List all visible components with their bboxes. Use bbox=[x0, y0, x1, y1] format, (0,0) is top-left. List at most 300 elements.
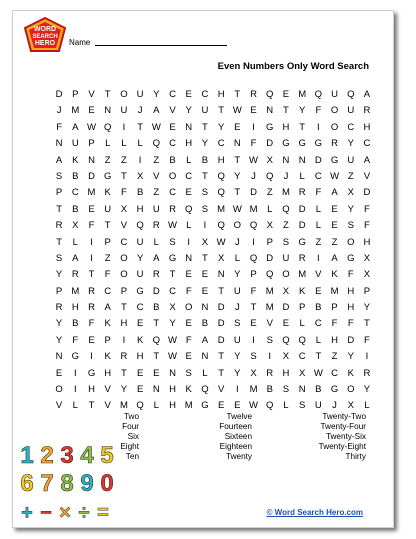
grid-letter[interactable]: R bbox=[331, 138, 338, 150]
grid-letter[interactable]: P bbox=[88, 138, 95, 150]
grid-letter[interactable]: I bbox=[365, 351, 369, 363]
grid-letter[interactable]: W bbox=[232, 203, 242, 215]
grid-letter[interactable]: D bbox=[347, 334, 355, 346]
grid-letter[interactable]: I bbox=[236, 384, 239, 396]
grid-letter[interactable]: V bbox=[315, 269, 322, 281]
grid-letter[interactable]: L bbox=[186, 220, 192, 232]
grid-letter[interactable]: E bbox=[201, 285, 209, 297]
grid-letter[interactable]: L bbox=[121, 138, 127, 150]
grid-letter[interactable]: N bbox=[217, 269, 225, 281]
grid-letter[interactable]: O bbox=[347, 384, 355, 396]
grid-letter[interactable]: V bbox=[217, 384, 225, 396]
grid-letter[interactable]: Q bbox=[217, 170, 225, 182]
grid-letter[interactable]: C bbox=[331, 367, 338, 379]
grid-letter[interactable]: X bbox=[120, 203, 128, 215]
grid-letter[interactable]: I bbox=[187, 236, 191, 248]
grid-letter[interactable]: B bbox=[315, 384, 322, 396]
grid-letter[interactable]: E bbox=[136, 318, 144, 330]
grid-letter[interactable]: R bbox=[298, 187, 306, 199]
grid-letter[interactable]: Q bbox=[314, 89, 323, 100]
grid-letter[interactable]: X bbox=[136, 170, 144, 182]
grid-letter[interactable]: P bbox=[104, 334, 111, 346]
grid-letter[interactable]: H bbox=[217, 89, 225, 100]
grid-letter[interactable]: X bbox=[298, 367, 306, 379]
grid-letter[interactable]: G bbox=[298, 138, 306, 150]
grid-letter[interactable]: T bbox=[364, 318, 370, 330]
name-field-line[interactable] bbox=[95, 45, 227, 46]
grid-letter[interactable]: P bbox=[120, 285, 128, 297]
grid-letter[interactable]: D bbox=[266, 252, 274, 264]
grid-letter[interactable]: N bbox=[55, 351, 63, 363]
grid-letter[interactable]: O bbox=[330, 121, 339, 133]
grid-letter[interactable]: H bbox=[169, 384, 176, 396]
grid-letter[interactable]: N bbox=[104, 105, 112, 117]
grid-letter[interactable]: W bbox=[168, 351, 177, 363]
grid-letter[interactable]: U bbox=[233, 285, 241, 297]
grid-letter[interactable]: A bbox=[153, 252, 160, 264]
grid-letter[interactable]: S bbox=[55, 252, 63, 264]
grid-letter[interactable]: Z bbox=[331, 236, 338, 248]
grid-letter[interactable]: Y bbox=[136, 252, 144, 264]
grid-letter[interactable]: G bbox=[330, 384, 339, 396]
grid-letter[interactable]: P bbox=[55, 285, 63, 297]
grid-letter[interactable]: P bbox=[104, 236, 111, 248]
grid-letter[interactable]: S bbox=[185, 367, 192, 379]
grid-letter[interactable]: I bbox=[73, 367, 77, 379]
grid-letter[interactable]: R bbox=[363, 367, 371, 379]
grid-letter[interactable]: D bbox=[217, 318, 225, 330]
grid-letter[interactable]: Q bbox=[249, 220, 258, 232]
grid-letter[interactable]: F bbox=[364, 334, 370, 346]
grid-letter[interactable]: E bbox=[88, 105, 95, 117]
grid-letter[interactable]: Q bbox=[185, 203, 193, 215]
grid-letter[interactable]: P bbox=[266, 236, 273, 248]
grid-letter[interactable]: N bbox=[233, 138, 241, 150]
grid-letter[interactable]: N bbox=[185, 121, 193, 133]
grid-letter[interactable]: E bbox=[185, 269, 192, 281]
grid-letter[interactable]: C bbox=[363, 138, 371, 150]
grid-letter[interactable]: A bbox=[72, 252, 79, 264]
grid-letter[interactable]: Q bbox=[201, 384, 209, 396]
grid-letter[interactable]: G bbox=[330, 154, 339, 166]
grid-letter[interactable]: I bbox=[90, 351, 93, 363]
grid-letter[interactable]: T bbox=[218, 285, 225, 297]
grid-letter[interactable]: L bbox=[299, 170, 305, 182]
grid-letter[interactable]: Y bbox=[363, 302, 371, 314]
grid-letter[interactable]: N bbox=[201, 351, 209, 363]
grid-letter[interactable]: K bbox=[104, 351, 111, 363]
grid-letter[interactable]: D bbox=[266, 138, 274, 150]
grid-letter[interactable]: C bbox=[185, 170, 193, 182]
grid-letter[interactable]: I bbox=[73, 384, 77, 396]
grid-letter[interactable]: H bbox=[217, 154, 225, 166]
grid-letter[interactable]: E bbox=[234, 400, 241, 412]
grid-letter[interactable]: I bbox=[122, 334, 126, 346]
grid-letter[interactable]: Y bbox=[234, 367, 241, 379]
grid-letter[interactable]: G bbox=[282, 138, 290, 150]
grid-letter[interactable]: A bbox=[72, 121, 79, 133]
grid-letter[interactable]: D bbox=[217, 334, 225, 346]
grid-letter[interactable]: Z bbox=[331, 351, 338, 363]
grid-letter[interactable]: P bbox=[298, 302, 306, 314]
grid-letter[interactable]: V bbox=[363, 170, 371, 182]
grid-letter[interactable]: T bbox=[202, 121, 208, 133]
grid-letter[interactable]: T bbox=[202, 170, 208, 182]
grid-letter[interactable]: H bbox=[88, 384, 95, 396]
grid-letter[interactable]: U bbox=[314, 400, 322, 412]
grid-letter[interactable]: Y bbox=[217, 121, 225, 133]
grid-letter[interactable]: O bbox=[347, 236, 355, 248]
grid-letter[interactable]: B bbox=[169, 154, 176, 166]
grid-letter[interactable]: B bbox=[72, 170, 79, 182]
grid-letter[interactable]: M bbox=[281, 187, 290, 199]
grid-letter[interactable]: T bbox=[218, 351, 225, 363]
grid-letter[interactable]: B bbox=[136, 187, 144, 199]
grid-letter[interactable]: X bbox=[169, 302, 176, 314]
grid-letter[interactable]: L bbox=[299, 318, 305, 330]
grid-letter[interactable]: A bbox=[153, 105, 160, 117]
grid-letter[interactable]: F bbox=[331, 318, 338, 330]
grid-letter[interactable]: C bbox=[347, 121, 355, 133]
grid-letter[interactable]: Y bbox=[234, 269, 241, 281]
grid-letter[interactable]: I bbox=[252, 334, 255, 346]
grid-letter[interactable]: O bbox=[168, 170, 177, 182]
grid-letter[interactable]: S bbox=[201, 203, 209, 215]
grid-letter[interactable]: F bbox=[364, 203, 370, 215]
grid-letter[interactable]: W bbox=[330, 170, 340, 182]
grid-letter[interactable]: K bbox=[185, 384, 192, 396]
grid-letter[interactable]: F bbox=[364, 220, 370, 232]
grid-letter[interactable]: Y bbox=[234, 170, 241, 182]
grid-letter[interactable]: L bbox=[364, 400, 370, 412]
grid-letter[interactable]: T bbox=[88, 269, 95, 281]
grid-letter[interactable]: L bbox=[267, 203, 273, 215]
grid-letter[interactable]: F bbox=[104, 269, 111, 281]
grid-letter[interactable]: B bbox=[72, 203, 79, 215]
grid-letter[interactable]: E bbox=[282, 89, 290, 100]
grid-letter[interactable]: Y bbox=[55, 334, 63, 346]
grid-letter[interactable]: S bbox=[266, 334, 273, 346]
grid-letter[interactable]: K bbox=[104, 318, 111, 330]
grid-letter[interactable]: D bbox=[250, 187, 257, 199]
grid-letter[interactable]: T bbox=[202, 252, 208, 264]
grid-letter[interactable]: X bbox=[363, 252, 371, 264]
grid-letter[interactable]: H bbox=[282, 121, 290, 133]
grid-letter[interactable]: L bbox=[105, 138, 111, 150]
grid-letter[interactable]: C bbox=[71, 187, 79, 199]
grid-letter[interactable]: R bbox=[55, 302, 63, 314]
grid-letter[interactable]: U bbox=[152, 203, 160, 215]
grid-letter[interactable]: F bbox=[250, 138, 257, 150]
grid-letter[interactable]: L bbox=[153, 236, 159, 248]
grid-letter[interactable]: M bbox=[184, 400, 193, 412]
grid-letter[interactable]: S bbox=[234, 318, 241, 330]
grid-letter[interactable]: T bbox=[234, 89, 241, 100]
grid-letter[interactable]: L bbox=[283, 400, 289, 412]
grid-letter[interactable]: D bbox=[298, 220, 306, 232]
grid-letter[interactable]: R bbox=[55, 220, 63, 232]
grid-letter[interactable]: H bbox=[136, 351, 144, 363]
grid-letter[interactable]: T bbox=[121, 170, 127, 182]
grid-letter[interactable]: A bbox=[363, 154, 371, 166]
grid-letter[interactable]: X bbox=[266, 220, 273, 232]
grid-letter[interactable]: T bbox=[299, 121, 306, 133]
grid-letter[interactable]: B bbox=[201, 154, 209, 166]
grid-letter[interactable]: X bbox=[282, 351, 290, 363]
grid-letter[interactable]: F bbox=[185, 334, 192, 346]
grid-letter[interactable]: L bbox=[186, 154, 192, 166]
grid-letter[interactable]: L bbox=[137, 138, 143, 150]
grid-letter[interactable]: W bbox=[313, 367, 323, 379]
grid-letter[interactable]: M bbox=[71, 285, 80, 297]
grid-letter[interactable]: E bbox=[136, 384, 144, 396]
grid-letter[interactable]: M bbox=[265, 285, 274, 297]
grid-letter[interactable]: F bbox=[72, 334, 79, 346]
grid-letter[interactable]: C bbox=[217, 138, 225, 150]
grid-letter[interactable]: Y bbox=[347, 351, 354, 363]
grid-letter[interactable]: Q bbox=[282, 334, 290, 346]
grid-letter[interactable]: L bbox=[315, 334, 321, 346]
grid-letter[interactable]: D bbox=[363, 187, 371, 199]
grid-letter[interactable]: U bbox=[71, 138, 79, 150]
grid-letter[interactable]: I bbox=[138, 154, 142, 166]
grid-letter[interactable]: K bbox=[331, 269, 338, 281]
grid-letter[interactable]: N bbox=[88, 154, 95, 166]
grid-letter[interactable]: I bbox=[203, 220, 207, 232]
grid-letter[interactable]: T bbox=[104, 220, 111, 232]
grid-letter[interactable]: D bbox=[314, 154, 322, 166]
grid-letter[interactable]: E bbox=[234, 121, 241, 133]
grid-letter[interactable]: G bbox=[314, 138, 323, 150]
grid-letter[interactable]: T bbox=[250, 302, 257, 314]
grid-letter[interactable]: E bbox=[282, 318, 290, 330]
grid-letter[interactable]: X bbox=[363, 269, 371, 281]
grid-letter[interactable]: T bbox=[104, 89, 111, 100]
grid-letter[interactable]: H bbox=[71, 302, 79, 314]
grid-letter[interactable]: N bbox=[152, 384, 160, 396]
grid-letter[interactable]: E bbox=[153, 367, 160, 379]
grid-letter[interactable]: O bbox=[55, 384, 63, 396]
grid-letter[interactable]: L bbox=[315, 203, 321, 215]
copyright-link[interactable]: © Word Search Hero.com bbox=[266, 508, 363, 517]
grid-letter[interactable]: V bbox=[120, 220, 128, 232]
grid-letter[interactable]: L bbox=[315, 220, 321, 232]
grid-letter[interactable]: P bbox=[72, 89, 79, 100]
grid-letter[interactable]: D bbox=[152, 285, 160, 297]
grid-letter[interactable]: M bbox=[87, 187, 96, 199]
grid-letter[interactable]: I bbox=[317, 121, 320, 133]
grid-letter[interactable]: S bbox=[282, 236, 290, 248]
grid-letter[interactable]: J bbox=[56, 105, 62, 117]
grid-letter[interactable]: M bbox=[330, 285, 339, 297]
grid-letter[interactable]: E bbox=[88, 334, 95, 346]
grid-letter[interactable]: H bbox=[120, 318, 128, 330]
grid-letter[interactable]: M bbox=[249, 203, 258, 215]
grid-letter[interactable]: Y bbox=[55, 318, 63, 330]
grid-letter[interactable]: C bbox=[201, 89, 209, 100]
grid-letter[interactable]: O bbox=[185, 302, 193, 314]
grid-letter[interactable]: U bbox=[120, 105, 128, 117]
grid-letter[interactable]: I bbox=[252, 121, 255, 133]
grid-letter[interactable]: X bbox=[217, 252, 225, 264]
grid-letter[interactable]: E bbox=[201, 269, 209, 281]
grid-letter[interactable]: R bbox=[169, 203, 176, 215]
grid-letter[interactable]: S bbox=[169, 236, 176, 248]
grid-letter[interactable]: W bbox=[168, 220, 177, 232]
grid-letter[interactable]: U bbox=[136, 236, 144, 248]
grid-letter[interactable]: Q bbox=[217, 220, 225, 232]
grid-letter[interactable]: U bbox=[201, 105, 209, 117]
grid-letter[interactable]: H bbox=[104, 367, 112, 379]
grid-letter[interactable]: D bbox=[217, 302, 225, 314]
grid-letter[interactable]: C bbox=[136, 302, 144, 314]
grid-letter[interactable]: T bbox=[121, 302, 127, 314]
grid-letter[interactable]: H bbox=[347, 302, 355, 314]
grid-letter[interactable]: X bbox=[201, 236, 209, 248]
grid-letter[interactable]: J bbox=[283, 170, 289, 182]
grid-letter[interactable]: Y bbox=[363, 384, 371, 396]
grid-letter[interactable]: Q bbox=[152, 138, 161, 150]
grid-letter[interactable]: G bbox=[298, 236, 306, 248]
grid-letter[interactable]: Z bbox=[121, 154, 127, 166]
grid-letter[interactable]: B bbox=[315, 302, 322, 314]
grid-letter[interactable]: G bbox=[347, 252, 355, 264]
grid-letter[interactable]: Z bbox=[315, 236, 322, 248]
grid-letter[interactable]: F bbox=[185, 285, 192, 297]
grid-letter[interactable]: S bbox=[347, 220, 354, 232]
grid-letter[interactable]: L bbox=[72, 236, 78, 248]
grid-letter[interactable]: Q bbox=[217, 187, 225, 199]
grid-letter[interactable]: I bbox=[90, 252, 93, 264]
grid-letter[interactable]: Y bbox=[169, 318, 176, 330]
grid-letter[interactable]: D bbox=[298, 203, 306, 215]
grid-letter[interactable]: X bbox=[266, 154, 273, 166]
grid-letter[interactable]: V bbox=[104, 400, 111, 412]
grid-letter[interactable]: J bbox=[137, 105, 143, 117]
grid-letter[interactable]: G bbox=[266, 121, 274, 133]
grid-letter[interactable]: Y bbox=[347, 203, 354, 215]
grid-letter[interactable]: Q bbox=[136, 220, 144, 232]
grid-letter[interactable]: S bbox=[201, 187, 209, 199]
grid-letter[interactable]: T bbox=[218, 105, 225, 117]
grid-letter[interactable]: U bbox=[347, 105, 355, 117]
grid-letter[interactable]: E bbox=[136, 367, 144, 379]
grid-letter[interactable]: A bbox=[201, 334, 209, 346]
grid-letter[interactable]: Y bbox=[120, 384, 128, 396]
grid-letter[interactable]: V bbox=[153, 170, 160, 182]
grid-letter[interactable]: V bbox=[88, 89, 95, 100]
grid-letter[interactable]: O bbox=[120, 269, 128, 281]
grid-letter[interactable]: B bbox=[153, 302, 160, 314]
grid-letter[interactable]: T bbox=[218, 367, 225, 379]
grid-letter[interactable]: N bbox=[201, 302, 209, 314]
grid-letter[interactable]: Z bbox=[347, 170, 354, 182]
grid-letter[interactable]: A bbox=[331, 252, 338, 264]
grid-letter[interactable]: Q bbox=[266, 400, 274, 412]
grid-letter[interactable]: Q bbox=[266, 269, 274, 281]
grid-letter[interactable]: Q bbox=[282, 203, 290, 215]
grid-letter[interactable]: K bbox=[104, 187, 111, 199]
grid-letter[interactable]: Q bbox=[104, 121, 112, 133]
grid-letter[interactable]: A bbox=[55, 154, 63, 166]
grid-letter[interactable]: P bbox=[55, 187, 63, 199]
grid-letter[interactable]: Z bbox=[266, 187, 273, 199]
grid-letter[interactable]: M bbox=[298, 269, 307, 281]
grid-letter[interactable]: W bbox=[87, 121, 96, 133]
grid-letter[interactable]: M bbox=[249, 384, 258, 396]
grid-letter[interactable]: G bbox=[201, 400, 209, 412]
grid-letter[interactable]: X bbox=[347, 400, 354, 412]
grid-letter[interactable]: E bbox=[185, 351, 192, 363]
grid-letter[interactable]: W bbox=[249, 400, 259, 412]
grid-letter[interactable]: C bbox=[314, 318, 322, 330]
grid-letter[interactable]: V bbox=[55, 400, 63, 412]
grid-letter[interactable]: R bbox=[71, 269, 79, 281]
grid-letter[interactable]: Q bbox=[249, 252, 258, 264]
grid-letter[interactable]: R bbox=[266, 367, 274, 379]
grid-letter[interactable]: K bbox=[72, 154, 79, 166]
grid-letter[interactable]: M bbox=[265, 302, 274, 314]
grid-letter[interactable]: E bbox=[250, 105, 257, 117]
grid-letter[interactable]: Q bbox=[152, 334, 161, 346]
grid-letter[interactable]: A bbox=[331, 187, 338, 199]
grid-letter[interactable]: K bbox=[136, 334, 144, 346]
grid-letter[interactable]: H bbox=[136, 203, 144, 215]
grid-letter[interactable]: U bbox=[282, 252, 290, 264]
grid-letter[interactable]: Y bbox=[153, 89, 160, 100]
grid-letter[interactable]: R bbox=[152, 269, 160, 281]
grid-letter[interactable]: X bbox=[282, 285, 290, 297]
grid-letter[interactable]: Q bbox=[266, 170, 274, 182]
grid-letter[interactable]: E bbox=[331, 203, 338, 215]
grid-letter[interactable]: U bbox=[136, 89, 144, 100]
grid-letter[interactable]: W bbox=[249, 154, 259, 166]
grid-letter[interactable]: E bbox=[217, 400, 225, 412]
grid-letter[interactable]: T bbox=[169, 269, 176, 281]
grid-letter[interactable]: T bbox=[234, 154, 241, 166]
grid-letter[interactable]: C bbox=[298, 351, 306, 363]
grid-letter[interactable]: G bbox=[71, 351, 79, 363]
grid-letter[interactable]: T bbox=[88, 400, 95, 412]
grid-letter[interactable]: F bbox=[88, 318, 95, 330]
grid-letter[interactable]: P bbox=[363, 285, 371, 297]
grid-letter[interactable]: Z bbox=[153, 187, 160, 199]
grid-letter[interactable]: I bbox=[317, 252, 320, 264]
grid-letter[interactable]: M bbox=[217, 203, 226, 215]
grid-letter[interactable]: U bbox=[347, 154, 355, 166]
grid-letter[interactable]: F bbox=[315, 105, 322, 117]
grid-letter[interactable]: S bbox=[55, 170, 63, 182]
grid-letter[interactable]: J bbox=[234, 236, 240, 248]
grid-letter[interactable]: D bbox=[55, 89, 63, 100]
grid-letter[interactable]: N bbox=[185, 252, 193, 264]
grid-letter[interactable]: R bbox=[363, 105, 371, 117]
grid-letter[interactable]: C bbox=[169, 285, 176, 297]
grid-letter[interactable]: Y bbox=[185, 105, 192, 117]
grid-letter[interactable]: P bbox=[331, 302, 338, 314]
grid-letter[interactable]: J bbox=[332, 400, 337, 412]
grid-letter[interactable]: Y bbox=[201, 138, 209, 150]
grid-letter[interactable]: G bbox=[87, 367, 96, 379]
grid-letter[interactable]: G bbox=[136, 285, 144, 297]
grid-letter[interactable]: H bbox=[282, 367, 290, 379]
grid-letter[interactable]: H bbox=[363, 236, 371, 248]
grid-letter[interactable]: C bbox=[120, 236, 128, 248]
grid-letter[interactable]: O bbox=[330, 105, 339, 117]
grid-letter[interactable]: Q bbox=[298, 334, 306, 346]
grid-letter[interactable]: Y bbox=[55, 269, 63, 281]
grid-letter[interactable]: V bbox=[169, 105, 176, 117]
